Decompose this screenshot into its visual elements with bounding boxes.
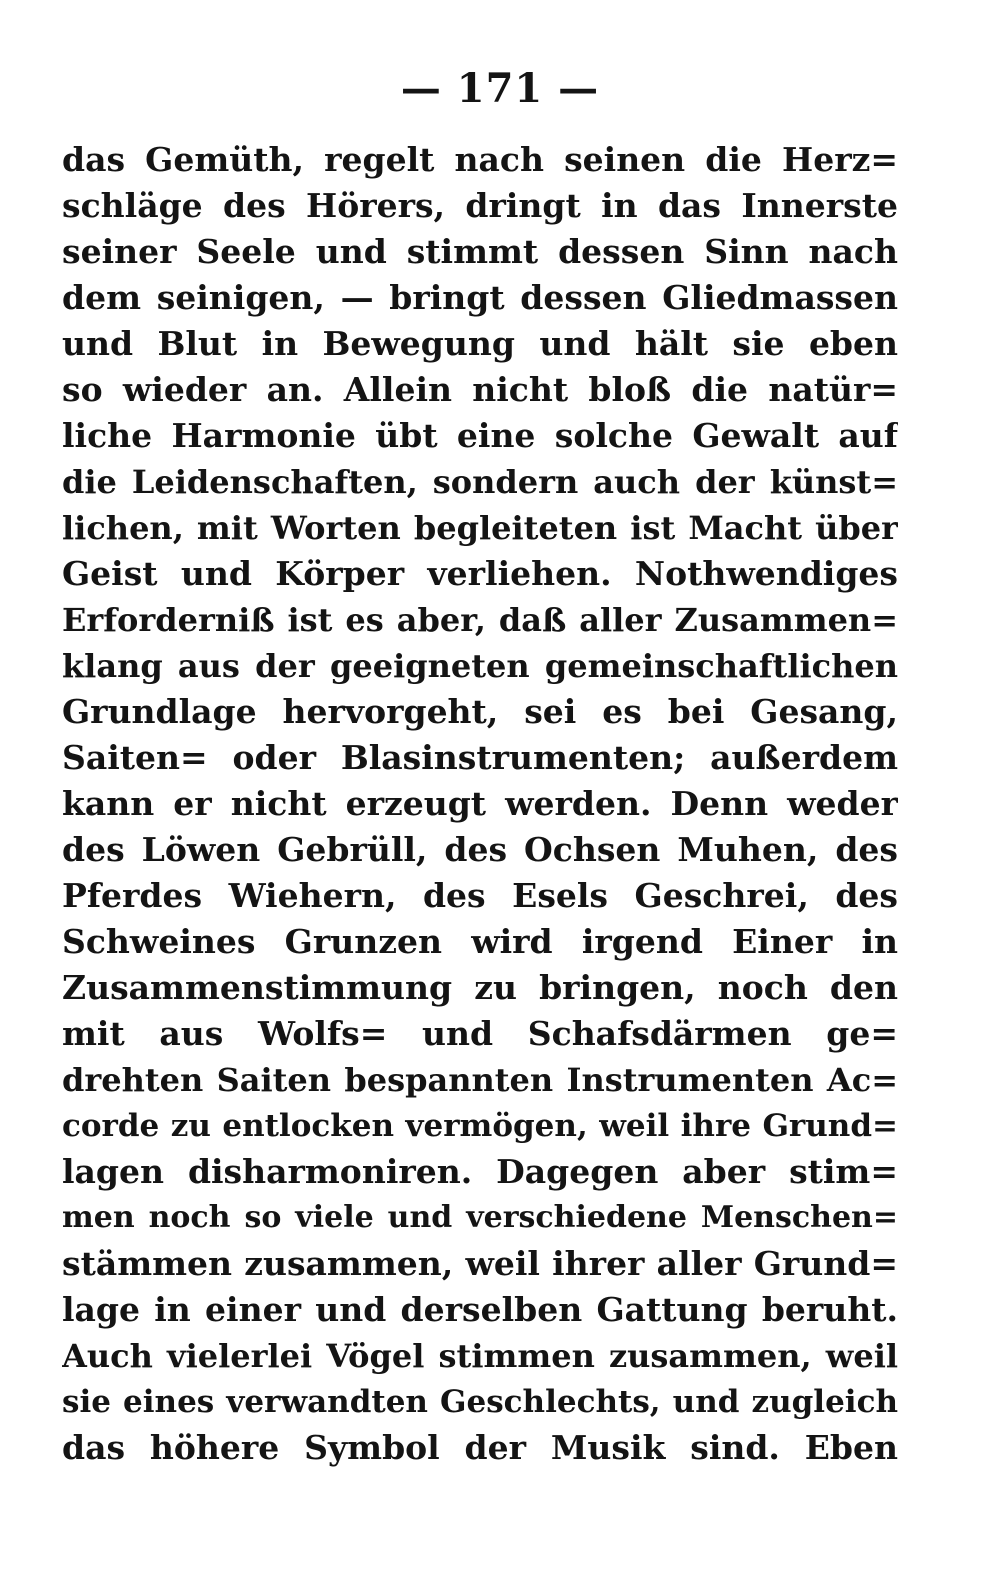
text-line: des Löwen Gebrüll, des Ochsen Muhen, des — [62, 830, 898, 869]
text-line: mit aus Wolfs= und Schafsdärmen ge= — [62, 1014, 898, 1053]
text-line: dem seinigen, — bringt dessen Gliedmassen — [62, 278, 898, 317]
text-line: sie eines verwandten Geschlechts, und zugleich — [62, 1384, 898, 1420]
text-line: lage in einer und derselben Gattung beruht. — [62, 1290, 898, 1329]
text-line: men noch so viele und verschiedene Menschen= — [62, 1200, 898, 1235]
text-line: seiner Seele und stimmt dessen Sinn nach — [62, 232, 898, 271]
text-line: Auch vielerlei Vögel stimmen zusammen, weil — [62, 1337, 898, 1375]
text-line: corde zu entlocken vermögen, weil ihre Grund= — [62, 1108, 898, 1144]
body-text — [62, 137, 898, 1471]
text-line: die Leidenschaften, sondern auch der künst= — [62, 463, 898, 501]
text-line: das höhere Symbol der Musik sind. Eben — [62, 1428, 898, 1467]
text-line: schläge des Hörers, dringt in das Innerste — [62, 186, 898, 225]
text-line: lichen, mit Worten begleiteten ist Macht über — [62, 509, 898, 547]
page-number: — 171 — — [400, 65, 600, 112]
text-line: Erforderniß ist es aber, daß aller Zusammen= — [62, 601, 898, 639]
text-line: stämmen zusammen, weil ihrer aller Grund= — [62, 1244, 898, 1283]
text-line: das Gemüth, regelt nach seinen die Herz= — [62, 140, 898, 179]
text-line: Pferdes Wiehern, des Esels Geschrei, des — [62, 876, 898, 915]
text-line: so wieder an. Allein nicht bloß die natür= — [62, 370, 898, 409]
text-line: drehten Saiten bespannten Instrumenten Ac= — [62, 1061, 898, 1099]
text-line: Saiten= oder Blasinstrumenten; außerdem — [62, 738, 898, 777]
text-line: Grundlage hervorgeht, sei es bei Gesang, — [62, 692, 898, 731]
text-line: Schweines Grunzen wird irgend Einer in — [62, 922, 898, 961]
text-line: klang aus der geeigneten gemeinschaftlichen — [62, 647, 898, 685]
text-line: lagen disharmoniren. Dagegen aber stim= — [62, 1152, 898, 1191]
text-line: und Blut in Bewegung und hält sie eben — [62, 324, 898, 363]
text-line: Zusammenstimmung zu bringen, noch den — [62, 968, 898, 1007]
text-line: Geist und Körper verliehen. Nothwendiges — [62, 554, 898, 593]
text-line: kann er nicht erzeugt werden. Denn weder — [62, 784, 898, 823]
text-line: liche Harmonie übt eine solche Gewalt auf — [62, 416, 898, 455]
